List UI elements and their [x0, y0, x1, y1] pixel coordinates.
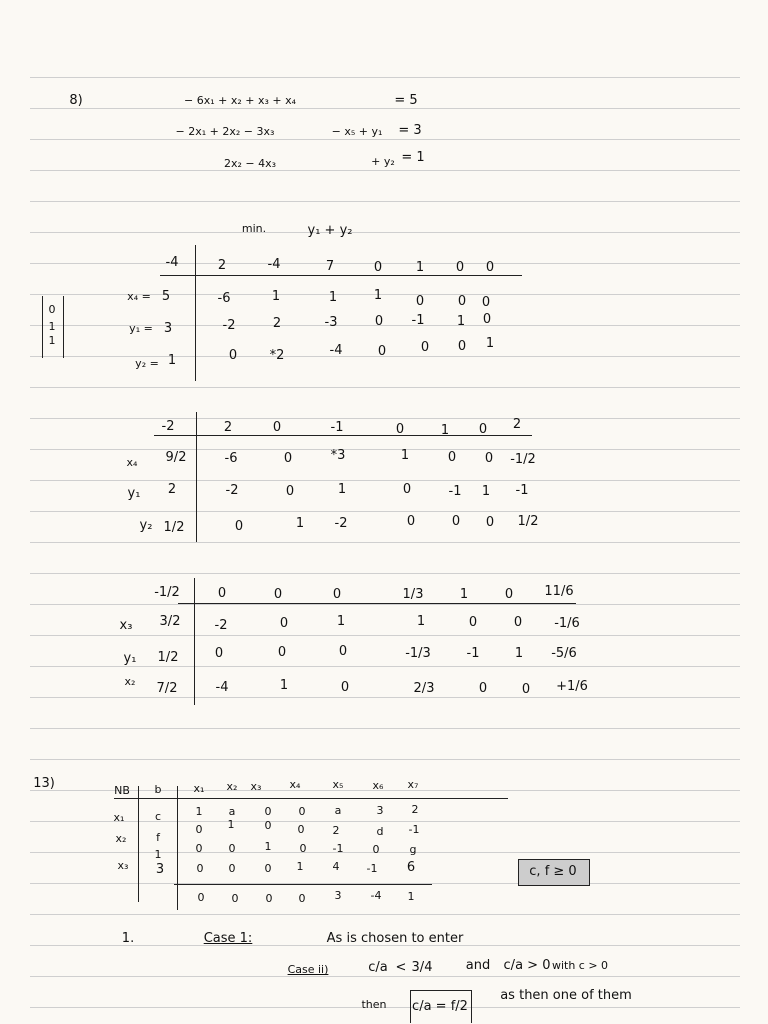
tableau-1-cell: -2 — [222, 318, 236, 333]
tableau-2-top-cell: 1 — [440, 423, 450, 438]
tableau-3-horizontal-line — [178, 603, 576, 604]
tableau-3-basis: y₁ — [123, 651, 137, 666]
case-2-condition: c/a > 0 — [503, 958, 551, 973]
tableau-13-basis: x₃ — [117, 859, 129, 872]
tableau-3-cell: 0 — [338, 644, 348, 659]
tableau-2-top-cell: 2 — [223, 420, 233, 435]
objective-word: min. — [241, 222, 267, 235]
tableau-1-basis: y₂ = — [135, 357, 159, 370]
tableau-2-top-cell: 0 — [395, 422, 405, 437]
tableau-3-cell: +1/6 — [556, 679, 588, 694]
tableau-13-cell: 0 — [264, 819, 272, 832]
then-text: as then one of them — [500, 988, 632, 1003]
tableau-1-top-cell: 0 — [485, 260, 495, 275]
case-2-bound: 3/4 — [411, 960, 433, 975]
tableau-13-bottom-cell: 0 — [231, 892, 239, 905]
tableau-13-b: c — [154, 810, 162, 823]
tableau-1-top-cell: 1 — [415, 260, 425, 275]
tableau-2-top-cell: 2 — [512, 417, 522, 432]
tableau-2-cell: 0 — [451, 514, 461, 529]
tableau-3-top-cell: 1 — [459, 587, 469, 602]
tableau-13-header: x₁ — [193, 782, 205, 795]
case-1-heading: Case 1: — [203, 931, 253, 946]
tableau-2-cell: 0 — [283, 451, 293, 466]
tableau-3-rhs: 7/2 — [156, 681, 178, 696]
tableau-1-cell: -6 — [217, 291, 231, 306]
tableau-13-cell: 2 — [332, 824, 340, 837]
tableau-13-cell: d — [376, 825, 384, 838]
tableau-13-b: 1 — [154, 848, 162, 861]
tableau-2-rhs: 1/2 — [163, 520, 185, 535]
tableau-2-top-cell: -2 — [161, 419, 175, 434]
tableau-13-cell: 0 — [298, 805, 306, 818]
tableau-2-top-cell: -1 — [330, 420, 344, 435]
tableau-13-cell: 1 — [195, 805, 203, 818]
tableau-3-top-cell: 11/6 — [544, 584, 574, 599]
tableau-13-cell: -1 — [408, 823, 420, 836]
tableau-1-rhs: 5 — [161, 289, 171, 304]
tableau-3-cell: 0 — [521, 682, 531, 697]
tableau-13-bottom-cell: -4 — [370, 889, 382, 902]
tableau-2-basis: y₂ — [139, 518, 153, 533]
tableau-1-top-cell: -4 — [165, 255, 179, 270]
tableau-13-bottom-cell: 0 — [197, 891, 205, 904]
tableau-13-bottom-line — [174, 884, 432, 885]
ruled-line — [30, 635, 740, 636]
tableau-1-horizontal-line — [160, 275, 522, 276]
tableau-2-basis: x₄ — [126, 456, 138, 469]
tableau-13-bottom-cell: 0 — [298, 892, 306, 905]
tableau-2-top-cell: 0 — [478, 422, 488, 437]
ruled-line — [30, 914, 740, 915]
tableau-13-cell: 1 — [227, 818, 235, 831]
ruled-line — [30, 232, 740, 233]
tableau-1-cell: 1 — [373, 288, 383, 303]
tableau-2-cell: 1/2 — [517, 514, 539, 529]
tableau-13-cell: 0 — [264, 862, 272, 875]
tableau-13-cell: 0 — [195, 842, 203, 855]
constraint-1-lhs: − 6x₁ + x₂ + x₃ + x₄ — [183, 94, 297, 107]
tableau-13-b: 3 — [155, 862, 165, 877]
tableau-2-rhs: 2 — [167, 482, 177, 497]
tableau-3-top-cell: 0 — [273, 587, 283, 602]
ruled-line — [30, 418, 740, 419]
tableau-1-cell: 0 — [482, 312, 492, 327]
tableau-2-cell: 1 — [295, 516, 305, 531]
tableau-3-cell: 2/3 — [413, 681, 435, 696]
constraint-2-mid: − x₅ + y₁ — [331, 125, 383, 138]
tableau-2-top-cell: 0 — [272, 420, 282, 435]
tableau-13-bottom-cell: 1 — [407, 890, 415, 903]
tableau-2-cell: -1 — [448, 484, 462, 499]
case-2-less-than: < — [395, 960, 407, 975]
tableau-3-top-cell: -1/2 — [154, 585, 180, 600]
tableau-13-cell: 0 — [228, 842, 236, 855]
tableau-3-cell: 0 — [279, 616, 289, 631]
tableau-1-cell: 1 — [328, 290, 338, 305]
tableau-3-basis: x₃ — [119, 618, 133, 633]
tableau-13-basis: x₁ — [113, 811, 125, 824]
constraint-3-mid: + y₂ — [371, 155, 395, 168]
tableau-13-bottom-cell: 3 — [334, 889, 342, 902]
tableau-1-cell: 0 — [457, 294, 467, 309]
tableau-3-top-cell: 0 — [217, 586, 227, 601]
constraint-2-rhs: = 3 — [398, 123, 422, 138]
tableau-13-header: x₅ — [332, 778, 344, 791]
tableau-13-header: x₃ — [250, 780, 262, 793]
tableau-13-header: NB — [114, 784, 130, 797]
tableau-2-cell: 1 — [481, 484, 491, 499]
then-equation: c/a = f/2 — [412, 999, 468, 1014]
tableau-3-top-cell: 0 — [504, 587, 514, 602]
ruled-line — [30, 77, 740, 78]
tableau-13-cell: a — [228, 805, 236, 818]
tableau-3-basis: x₂ — [124, 675, 136, 688]
ruled-line — [30, 263, 740, 264]
tableau-13-bottom-cell: 0 — [265, 892, 273, 905]
then-label: then — [361, 998, 387, 1011]
tableau-2-cell: -1/2 — [510, 452, 536, 467]
ruled-line — [30, 511, 740, 512]
side-vector-entry: 0 — [48, 303, 56, 316]
problem-8-label: 8) — [69, 93, 83, 108]
tableau-3-cell: 0 — [277, 645, 287, 660]
tableau-13-cell: 4 — [332, 860, 340, 873]
case-2-heading: Case ii) — [287, 963, 329, 976]
tableau-1-basis: y₁ = — [129, 322, 153, 335]
tableau-1-cell: 0 — [228, 348, 238, 363]
tableau-3-cell: 1 — [416, 614, 426, 629]
tableau-13-header: x₂ — [226, 780, 238, 793]
tableau-1-cell: -1 — [411, 313, 425, 328]
ruled-line — [30, 170, 740, 171]
constraint-3-rhs: = 1 — [401, 150, 425, 165]
tableau-13-header: x₄ — [289, 778, 301, 791]
tableau-1-top-cell: 0 — [373, 260, 383, 275]
tableau-2-cell: -1 — [515, 483, 529, 498]
tableau-3-cell: -1/6 — [554, 616, 580, 631]
tableau-13-cell: 1 — [296, 860, 304, 873]
tableau-3-cell: 1 — [279, 678, 289, 693]
ruled-line — [30, 666, 740, 667]
tableau-1-cell: 0 — [420, 340, 430, 355]
tableau-13-cell: g — [409, 843, 417, 856]
constraint-3-lhs: 2x₂ − 4x₃ — [223, 157, 277, 170]
tableau-13-cell: 0 — [196, 862, 204, 875]
tableau-2-cell: 0 — [485, 515, 495, 530]
tableau-2-pivot-cell: *3 — [330, 448, 346, 463]
tableau-1-cell: 2 — [272, 316, 282, 331]
tableau-13-cell: 0 — [264, 805, 272, 818]
tableau-1-top-cell: -4 — [267, 257, 281, 272]
tableau-3-cell: 0 — [478, 681, 488, 696]
ruled-line — [30, 573, 740, 574]
tableau-2-cell: 0 — [406, 514, 416, 529]
tableau-13-cell: 0 — [195, 823, 203, 836]
ruled-line — [30, 604, 740, 605]
tableau-2-cell: 0 — [447, 450, 457, 465]
tableau-1-basis: x₄ = — [127, 290, 151, 303]
ruled-line — [30, 139, 740, 140]
tableau-3-cell: 0 — [340, 680, 350, 695]
ruled-line — [30, 201, 740, 202]
ruled-line — [30, 108, 740, 109]
ruled-line — [30, 697, 740, 698]
tableau-3-top-cell: 1/3 — [402, 587, 424, 602]
tableau-1-cell: 1 — [456, 314, 466, 329]
tableau-3-vertical-line — [194, 578, 195, 705]
ruled-line — [30, 821, 740, 822]
tableau-13-cell: 0 — [299, 842, 307, 855]
constraint-2-lhs: − 2x₁ + 2x₂ − 3x₃ — [175, 125, 275, 138]
tableau-3-rhs: 1/2 — [157, 650, 179, 665]
tableau-13-cell: 1 — [264, 840, 272, 853]
side-vector-entry: 1 — [48, 320, 56, 333]
ruled-line — [30, 728, 740, 729]
tableau-2-cell: -2 — [334, 516, 348, 531]
ruled-line — [30, 852, 740, 853]
tableau-3-cell: 0 — [468, 615, 478, 630]
tableau-1-cell: 1 — [271, 289, 281, 304]
tableau-1-top-cell: 2 — [217, 258, 227, 273]
tableau-13-b: f — [156, 831, 160, 844]
tableau-13-header-line — [114, 798, 508, 799]
tableau-2-cell: 0 — [234, 519, 244, 534]
tableau-2-horizontal-line — [154, 435, 532, 436]
tableau-3-cell: -5/6 — [551, 646, 577, 661]
tableau-1-rhs: 1 — [167, 353, 177, 368]
tableau-13-cell: 0 — [297, 823, 305, 836]
tableau-1-cell: 0 — [415, 294, 425, 309]
ruled-line — [30, 542, 740, 543]
objective-expression: y₁ + y₂ — [307, 223, 353, 238]
tableau-3-rhs: 3/2 — [159, 614, 181, 629]
tableau-3-cell: -4 — [215, 680, 229, 695]
tableau-1-cell: 0 — [374, 314, 384, 329]
tableau-1-cell: 0 — [481, 295, 491, 310]
tableau-3-cell: 0 — [214, 646, 224, 661]
tableau-2-basis: y₁ — [127, 486, 141, 501]
tableau-2-cell: 1 — [337, 482, 347, 497]
highlighted-condition: c, f ≥ 0 — [529, 864, 577, 879]
tableau-13-header: x₆ — [372, 779, 384, 792]
tableau-13-cell: -1 — [366, 862, 378, 875]
tableau-13-vertical-line-2 — [177, 786, 178, 910]
ruled-line — [30, 759, 740, 760]
tableau-2-cell: 0 — [402, 482, 412, 497]
tableau-1-top-cell: 0 — [455, 260, 465, 275]
tableau-2-rhs: 9/2 — [165, 450, 187, 465]
tableau-13-basis: x₂ — [115, 832, 127, 845]
tableau-2-vertical-line — [196, 412, 197, 542]
ruled-line — [30, 449, 740, 450]
tableau-3-cell: 1 — [336, 614, 346, 629]
problem-13-label: 13) — [33, 776, 55, 791]
tableau-2-cell: 0 — [285, 484, 295, 499]
tableau-2-cell: -6 — [224, 451, 238, 466]
tableau-13-cell: -1 — [332, 842, 344, 855]
tableau-2-cell: 0 — [484, 451, 494, 466]
tableau-1-pivot-cell: *2 — [269, 348, 285, 363]
tableau-1-top-cell: 7 — [325, 259, 335, 274]
tableau-13-cell: 0 — [372, 843, 380, 856]
tableau-3-cell: -2 — [214, 618, 228, 633]
ruled-line — [30, 387, 740, 388]
tableau-1-cell: -4 — [329, 343, 343, 358]
tableau-1-rhs: 3 — [163, 321, 173, 336]
constraint-1-rhs: = 5 — [394, 93, 418, 108]
case-2-fraction: c/a — [368, 960, 388, 975]
tableau-13-cell: 6 — [406, 860, 416, 875]
case-2-and: and — [465, 958, 491, 973]
tableau-1-cell: 0 — [377, 344, 387, 359]
tableau-3-top-cell: 0 — [332, 587, 342, 602]
case-number: 1. — [121, 931, 135, 946]
tableau-3-cell: -1 — [466, 646, 480, 661]
tableau-13-cell: a — [334, 804, 342, 817]
side-vector-entry: 1 — [48, 334, 56, 347]
ruled-line — [30, 790, 740, 791]
tableau-13-vertical-line-1 — [138, 786, 139, 902]
tableau-3-cell: 1 — [514, 646, 524, 661]
tableau-1-cell: 1 — [485, 336, 495, 351]
tableau-2-cell: 1 — [400, 448, 410, 463]
ruled-line — [30, 976, 740, 977]
case-2-condition-extra: with c > 0 — [551, 959, 609, 972]
tableau-13-cell: 0 — [228, 862, 236, 875]
tableau-13-header: x₇ — [407, 778, 419, 791]
tableau-1-cell: 0 — [457, 339, 467, 354]
tableau-2-cell: -2 — [225, 483, 239, 498]
ruled-line — [30, 480, 740, 481]
tableau-3-cell: 0 — [513, 615, 523, 630]
tableau-1-vertical-line — [195, 245, 196, 381]
case-1-text: As is chosen to enter — [326, 931, 464, 946]
tableau-13-header: b — [154, 783, 162, 796]
tableau-1-cell: -3 — [324, 315, 338, 330]
tableau-13-cell: 2 — [411, 803, 419, 816]
tableau-3-cell: -1/3 — [405, 646, 431, 661]
tableau-13-cell: 3 — [376, 804, 384, 817]
